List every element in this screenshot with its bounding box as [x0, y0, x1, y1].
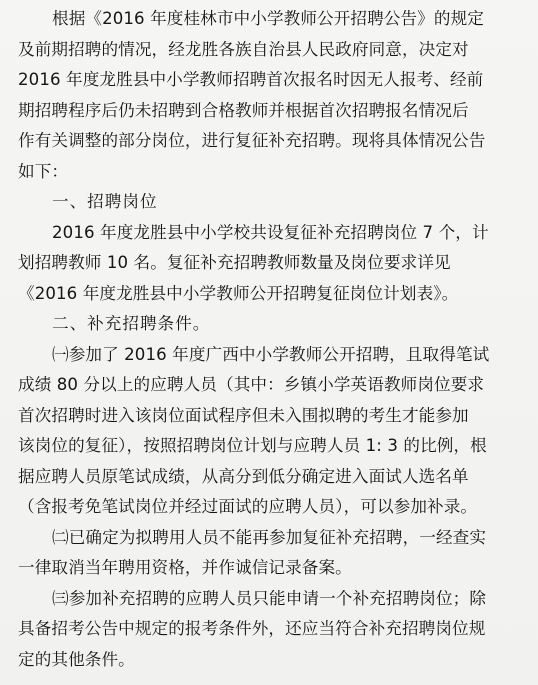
text-line-14: 首次招聘时进入该岗位面试程序但未入围拟聘的考生才能参加: [18, 405, 469, 425]
section-heading-1: 一、招聘岗位: [52, 192, 158, 211]
text-line-21: 具备招考公告中规定的报考条件外，还应当符合补充招聘岗位规: [18, 619, 486, 638]
text-line-20: ㈢参加补充招聘的应聘人员只能申请一个补充招聘岗位；除: [52, 588, 487, 608]
text-line-3: 2016 年度龙胜县中小学教师招聘首次报名时因无人报考、经前: [18, 70, 484, 89]
text-line-6: 如下：: [18, 161, 69, 181]
text-line-4: 期招聘程序后仍未招聘到合格教师并根据首次招聘报名情况后: [18, 100, 469, 120]
text-line-8: 2016 年度龙胜县中小学校共设复征补充招聘岗位 7 个，计: [52, 222, 489, 242]
text-line-18: ㈡已确定为拟聘用人员不能再参加复征补充招聘，一经查实: [52, 527, 487, 547]
text-line-15: 该岗位的复征），按照招聘岗位计划与应聘人员 1: 3 的比例，根: [18, 436, 487, 455]
text-line-12: ㈠参加了 2016 年度广西中小学教师公开招聘，且取得笔试: [52, 344, 490, 364]
text-line-22: 定的其他条件。: [18, 649, 135, 669]
text-line-10: 《2016 年度龙胜县中小学教师公开招聘复征岗位计划表》。: [18, 283, 459, 303]
text-line-9: 划招聘教师 10 名。复征补充招聘教师数量及岗位要求详见: [18, 253, 451, 272]
text-line-5: 作有关调整的部分岗位，进行复征补充招聘。现将具体情况公告: [18, 131, 486, 150]
text-line-1: 根据《2016 年度桂林市中小学教师公开招聘公告》的规定: [52, 9, 484, 28]
text-line-13: 成绩 80 分以上的应聘人员（其中：乡镇小学英语教师岗位要求: [18, 375, 485, 394]
text-line-16: 据应聘人员原笔试成绩，从高分到低分确定进入面试人选名单: [18, 466, 469, 486]
text-line-19: 一律取消当年聘用资格，并作诚信记录备案。: [18, 558, 352, 577]
text-line-17: （含报考免笔试岗位并经过面试的应聘人员），可以参加补录。: [18, 497, 478, 516]
section-heading-2: 二、补充招聘条件。: [52, 314, 211, 333]
text-line-2: 及前期招聘的情况，经龙胜各族自治县人民政府同意，决定对: [18, 39, 469, 59]
